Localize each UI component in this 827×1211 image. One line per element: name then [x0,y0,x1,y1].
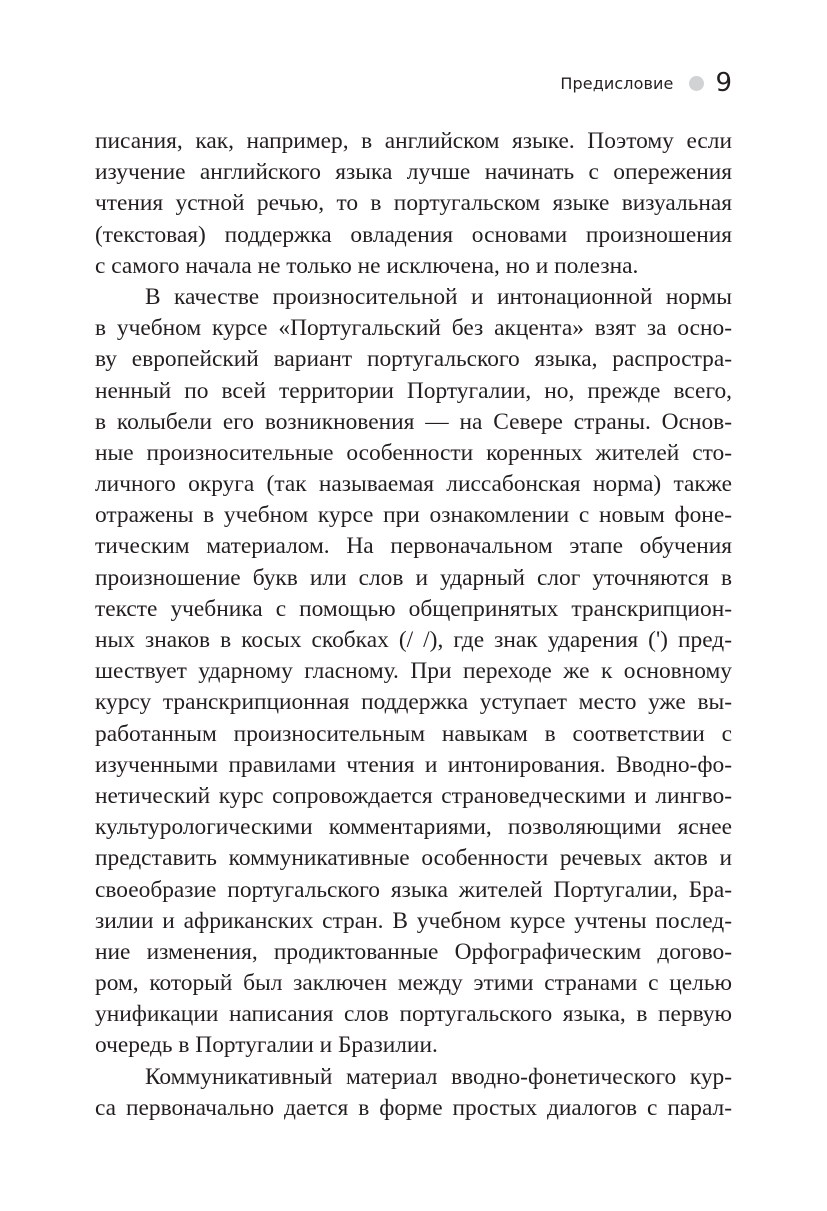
text-line: В качестве произносительной и интонационной нормы [145,283,732,310]
text-line: ром, который был заключен между этими странами с целью [95,970,732,997]
text-line: в колыбели его возникновения — на Севере страны. Основ- [95,408,732,435]
text-line: курсу транскрипционная поддержка уступает место уже вы- [95,689,732,716]
text-line: тексте учебника с помощью общепринятых транскрипцион- [95,595,732,622]
text-line: изученными правилами чтения и интонирования. Вводно-фо- [95,751,732,778]
body-text [95,126,732,1124]
text-line: личного округа (так называемая лиссабонская норма) также [95,471,732,498]
text-line: ние изменения, продиктованные Орфографическим догово- [95,938,732,965]
text-line: очередь в Португалии и Бразилии. [95,1032,438,1059]
text-line: своеобразие португальского языка жителей Португалии, Бра- [95,876,732,903]
text-line: са первоначально дается в форме простых диалогов с парал- [95,1094,732,1121]
running-header [560,70,732,96]
text-line: (текстовая) поддержка овладения основами произношения [95,221,732,248]
text-line: тическим материалом. На первоначальном этапе обучения [95,533,732,560]
text-line: ву европейский вариант португальского языка, распростра- [95,346,732,373]
header-dot-ornament [689,76,704,91]
text-line: нетический курс сопровождается страноведческими и лингво- [95,782,732,809]
text-line: произношение букв или слов и ударный слог уточняются в [95,564,732,591]
text-line: в учебном курсе «Португальский без акцента» взят за осно- [95,315,732,342]
page-number: 9 [715,68,732,98]
text-line: Коммуникативный материал вводно-фонетического кур- [145,1063,732,1090]
text-line: зилии и африканских стран. В учебном курсе учтены послед- [95,907,732,934]
text-line: писания, как, например, в английском языке. Поэтому если [95,128,732,154]
text-line: ненный по всей территории Португалии, но, прежде всего, [95,377,732,404]
text-line: отражены в учебном курсе при ознакомлении с новым фоне- [95,502,732,529]
text-line: унификации написания слов португальского языка, в первую [95,1001,732,1028]
text-line: культурологическими комментариями, позволяющими яснее [95,814,732,841]
text-line: ных знаков в косых скобках (/ /), где знак ударения (') пред- [95,627,732,653]
text-line: работанным произносительным навыкам в соответствии с [95,720,732,747]
text-line: с самого начала не только не исключена, но и полезна. [95,252,639,279]
text-line: чтения устной речью, то в португальском языке визуальная [95,190,732,217]
text-line: изучение английского языка лучше начинать с опережения [95,159,732,186]
text-line: шествует ударному гласному. При переходе же к основному [95,658,732,685]
text-line: представить коммуникативные особенности речевых актов и [95,845,732,872]
text-line: ные произносительные особенности коренных жителей сто- [95,439,732,466]
section-title: Предисловие [560,73,674,93]
